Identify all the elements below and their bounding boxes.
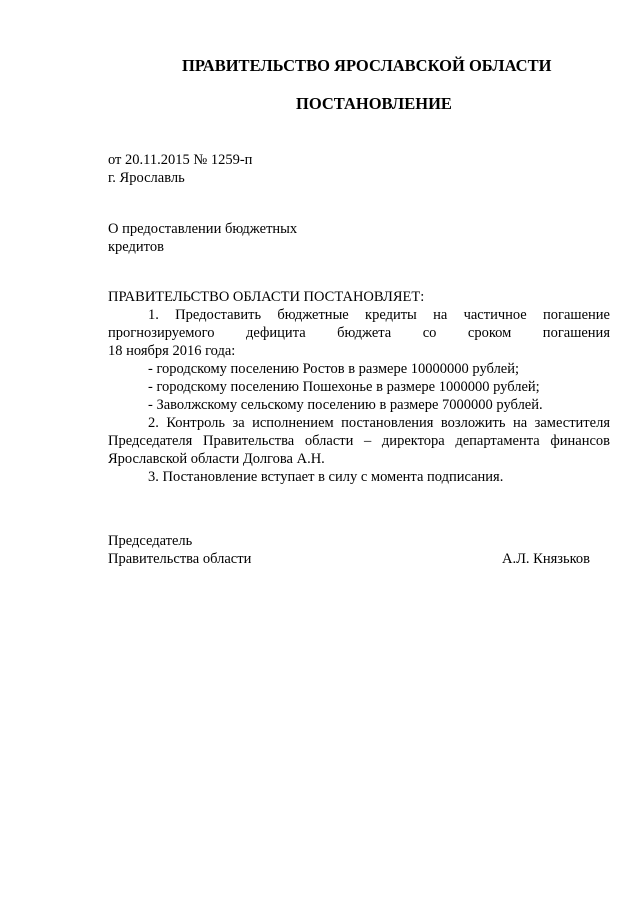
item-2-line-3: Ярославской области Долгова А.Н. (108, 451, 325, 467)
bullet-poshekhonye: - городскому поселению Пошехонье в размере 1000000 рублей; (148, 379, 540, 395)
signature-row-1 (108, 532, 590, 550)
subject-line-1: О предоставлении бюджетных (108, 221, 298, 237)
document-city: г. Ярославль (108, 170, 185, 186)
item-1-line-3: 18 ноября 2016 года: (108, 343, 236, 359)
document-date: от 20.11.2015 № 1259-п (108, 152, 253, 168)
item-1-line-2: прогнозируемого дефицита бюджета со сроком погашения (108, 325, 610, 341)
date-block (108, 151, 610, 187)
subject-block (108, 220, 610, 256)
decree-preamble: ПРАВИТЕЛЬСТВО ОБЛАСТИ ПОСТАНОВЛЯЕТ: (108, 289, 425, 305)
bullet-zavolzhskoe: - Заволжскому сельскому поселению в размере 7000000 рублей. (148, 397, 543, 413)
bullet-rostov: - городскому поселению Ростов в размере 10000000 рублей; (148, 361, 520, 377)
government-title: ПРАВИТЕЛЬСТВО ЯРОСЛАВСКОЙ ОБЛАСТИ (182, 56, 552, 75)
item-2-line-1: 2. Контроль за исполнением постановления возложить на заместителя (148, 415, 610, 431)
item-3: 3. Постановление вступает в силу с момента подписания. (148, 469, 504, 485)
item-2-line-2: Председателя Правительства области – директора департамента финансов (108, 433, 610, 449)
signature-row-2 (108, 550, 590, 568)
subject-line-2: кредитов (108, 239, 164, 255)
document-type: ПОСТАНОВЛЕНИЕ (296, 94, 452, 113)
signatory-name: А.Л. Князьков (501, 551, 590, 567)
decree-block (108, 288, 610, 486)
signatory-position-line-1: Председатель (108, 533, 193, 549)
item-1-line-1: 1. Предоставить бюджетные кредиты на частичное погашение (148, 307, 610, 323)
signatory-position-line-2: Правительства области (108, 551, 252, 567)
signature-block (108, 532, 590, 568)
